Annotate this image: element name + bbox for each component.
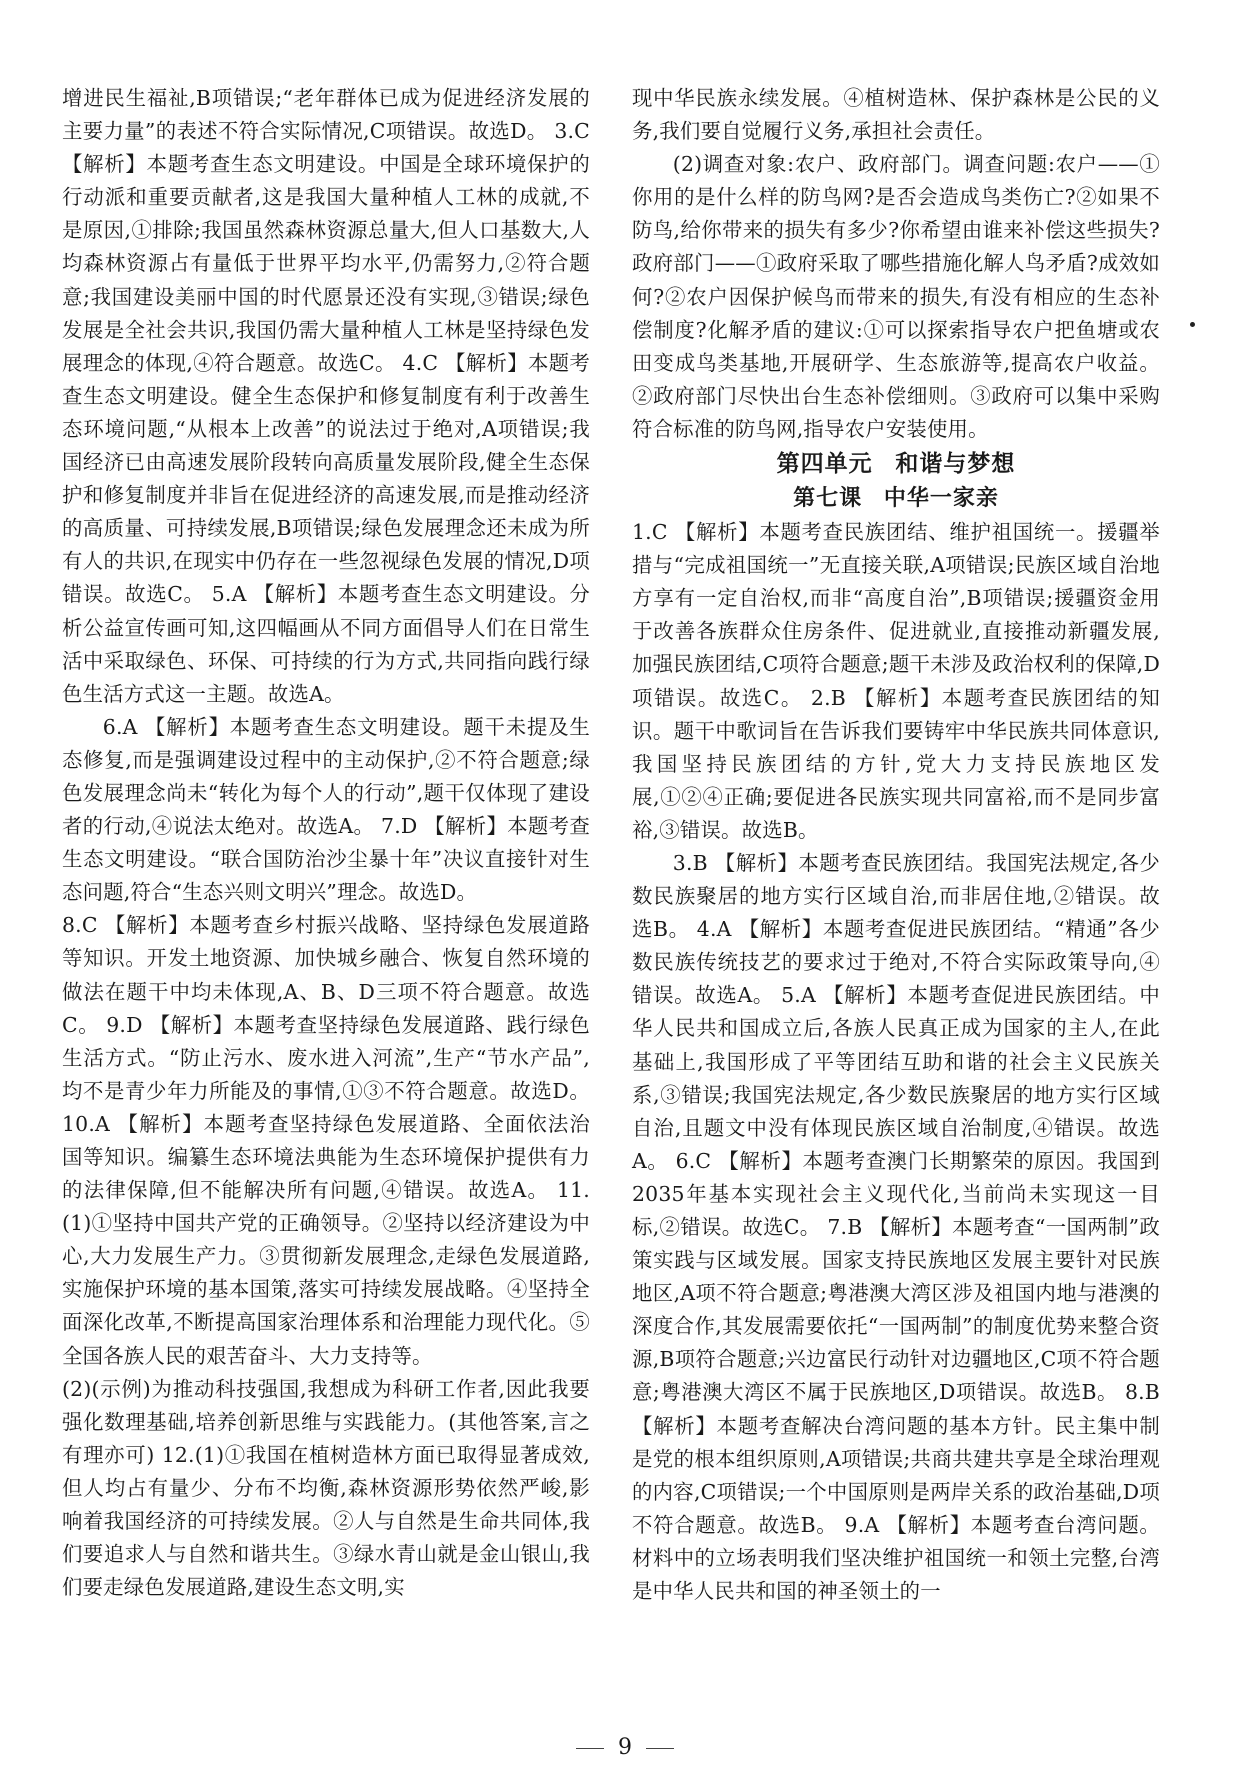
right-paragraph-4: 3.B 【解析】本题考查民族团结。我国宪法规定,各少数民族聚居的地方实行区域自治,而非居住地,②错误。故选B。 4.A 【解析】本题考查促进民族团结。“精通”各少数民族传统技艺的要求过于绝对,不符合实际政策导向,④错误。故选A。 5.A 【解析】本题考查促进民族团结。中华人民共和国成立后,各族人民真正成为国家的主人,在此基础上,我国形成了平等团结互助和谐的社会主义民族关系,③错误;我国宪法规定,各少数民族聚居的地方实行区域自治,且题文中没有体现民族区域自治制度,④错误。故选A。 6.C 【解析】本题考查澳门长期繁荣的原因。我国到2035年基本实现社会主义现代化,当前尚未实现这一目标,②错误。故选C。 7.B 【解析】本题考查“一国两制”政策实践与区域发展。国家支持民族地区发展主要针对民族地区,A项不符合题意;粤港澳大湾区涉及祖国内地与港澳的深度合作,其发展需要依托“一国两制”的制度优势来整合资源,B项符合题意;兴边富民行动针对边疆地区,C项不符合题意;粤港澳大湾区不属于民族地区,D项错误。故选B。 8.B 【解析】本题考查解决台湾问题的基本方针。民主集中制是党的根本组织原则,A项错误;共商共建共享是全球治理观的内容,C项错误;一个中国原则是两岸关系的政治基础,D项不符合题意。故选B。 9.A 【解析】本题考查台湾问题。材料中的立场表明我们坚决维护祖国统一和领土完整,台湾是中华人民共和国的神圣领土的一 [632,850,1160,1604]
unit-heading: 第四单元 和谐与梦想 [776,451,1016,478]
footer-dash-right [646,1748,674,1749]
right-paragraph-2: (2)调查对象:农户、政府部门。调查问题:农户——①你用的是什么样的防鸟网?是否会造成鸟类伤亡?②如果不防鸟,给你带来的损失有多少?你希望由谁来补偿这些损失?政府部门——①政府采取了哪些措施化解人鸟矛盾?成效如何?②农户因保护候鸟而带来的损失,有没有相应的生态补偿制度?化解矛盾的建议:①可以探索指导农户把鱼塘或农田变成鸟类基地,开展研学、生态旅游等,提高农户收益。②政府部门尽快出台生态补偿细则。③政府可以集中采购符合标准的防鸟网,指导农户安装使用。 [632,152,1160,441]
left-column [62,82,590,1604]
left-paragraph-2: 6.A 【解析】本题考查生态文明建设。题干未提及生态修复,而是强调建设过程中的主动保护,②不符合题意;绿色发展理念尚未“转化为每个人的行动”,题干仅体现了建设者的行动,④说法太绝对。故选A。 7.D 【解析】本题考查生态文明建设。“联合国防治沙尘暴十年”决议直接针对生态问题,符合“生态兴则文明兴”理念。故选D。 [62,714,590,905]
right-paragraph-3: 1.C 【解析】本题考查民族团结、维护祖国统一。援疆举措与“完成祖国统一”无直接关联,A项错误;民族区域自治地方享有一定自治权,而非“高度自治”,B项错误;援疆资金用于改善各族群众住房条件、促进就业,直接推动新疆发展,加强民族团结,C项符合题意;题干未涉及政治权利的保障,D项错误。故选C。 2.B 【解析】本题考查民族团结的知识。题干中歌词旨在告诉我们要铸牢中华民族共同体意识,我国坚持民族团结的方针,党大力支持民族地区发展,①②④正确;要促进各民族实现共同富裕,而不是同步富裕,③错误。故选B。 [632,520,1160,842]
left-paragraph-1: 增进民生福祉,B项错误;“老年群体已成为促进经济发展的主要力量”的表述不符合实际情况,C项错误。故选D。 3.C 【解析】本题考查生态文明建设。中国是全球环境保护的行动派和重要贡献者,这是我国大量种植人工林的成就,不是原因,①排除;我国虽然森林资源总量大,但人口基数大,人均森林资源占有量低于世界平均水平,仍需努力,②符合题意;我国建设美丽中国的时代愿景还没有实现,③错误;绿色发展是全社会共识,我国仍需大量种植人工林是坚持绿色发展理念的体现,④符合题意。故选C。 4.C 【解析】本题考查生态文明建设。健全生态保护和修复制度有利于改善生态环境问题,“从根本上改善”的说法过于绝对,A项错误;我国经济已由高速发展阶段转向高质量发展阶段,健全生态保护和修复制度并非旨在促进经济的高速发展,而是推动经济的高质量、可持续发展,B项错误;绿色发展理念还未成为所有人的共识,在现实中仍存在一些忽视绿色发展的情况,D项错误。故选C。 5.A 【解析】本题考查生态文明建设。分析公益宣传画可知,这四幅画从不同方面倡导人们在日常生活中采取绿色、环保、可持续的行为方式,共同指向践行绿色生活方式这一主题。故选A。 [62,86,590,706]
left-paragraph-4: (2)(示例)为推动科技强国,我想成为科研工作者,因此我要强化数理基础,培养创新思维与实践能力。(其他答案,言之有理亦可) 12.(1)①我国在植树造林方面已取得显著成效,但人均占有量少、分布不均衡,森林资源形势依然严峻,影响着我国经济的可持续发展。②人与自然是生命共同体,我们要追求人与自然和谐共生。③绿水青山就是金山银山,我们要走绿色发展道路,建设生态文明,实 [62,1376,590,1600]
right-column [632,82,1160,1608]
right-paragraph-1: 现中华民族永续发展。④植树造林、保护森林是公民的义务,我们要自觉履行义务,承担社会责任。 [632,86,1160,144]
lesson-heading: 第七课 中华一家亲 [793,486,999,512]
stray-dot [1190,322,1195,327]
footer-dash-left [576,1748,604,1749]
page-footer [0,1735,1250,1760]
page-number: 9 [618,1735,632,1760]
left-paragraph-3: 8.C 【解析】本题考查乡村振兴战略、坚持绿色发展道路等知识。开发土地资源、加快城乡融合、恢复自然环境的做法在题干中均未体现,A、B、D三项不符合题意。故选C。 9.D 【解析】本题考查坚持绿色发展道路、践行绿色生活方式。“防止污水、废水进入河流”,生产“节水产品”,均不是青少年力所能及的事情,①③不符合题意。故选D。 10.A 【解析】本题考查坚持绿色发展道路、全面依法治国等知识。编纂生态环境法典能为生态环境保护提供有力的法律保障,但不能解决所有问题,④错误。故选A。 11.(1)①坚持中国共产党的正确领导。②坚持以经济建设为中心,大力发展生产力。③贯彻新发展理念,走绿色发展道路,实施保护环境的基本国策,落实可持续发展战略。④坚持全面深化改革,不断提高国家治理体系和治理能力现代化。⑤全国各族人民的艰苦奋斗、大力支持等。 [62,913,590,1368]
